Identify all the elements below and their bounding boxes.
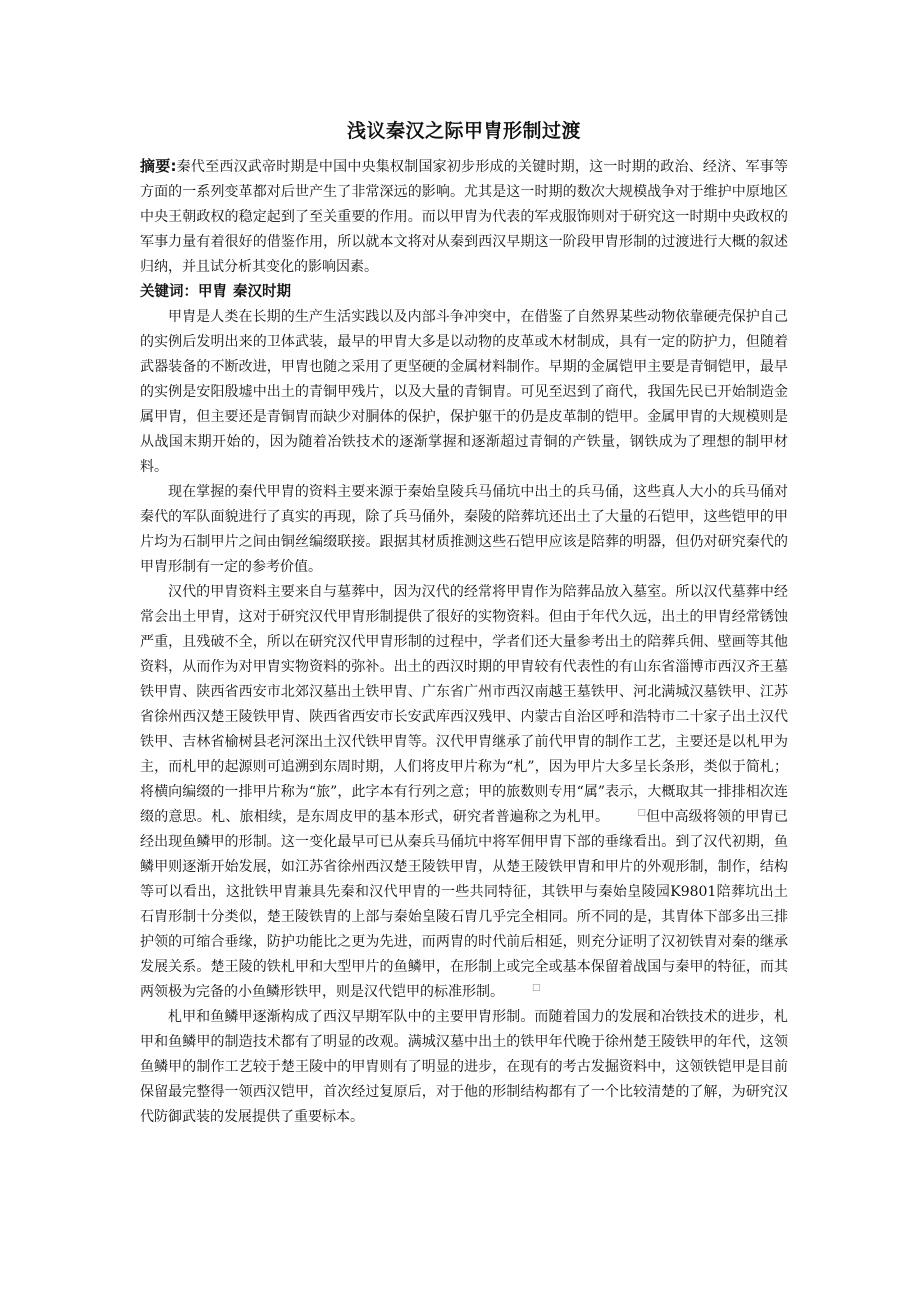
keywords bbox=[140, 280, 788, 305]
body-paragraph-3-text: 汉代的甲胄资料主要来自与墓葬中，因为汉代的经常将甲胄作为陪葬品放入墓室。所以汉代墓葬中经常会出土甲胄，这对于研究汉代甲胄形制提供了很好的实物资料。但由于年代久远，出土的甲胄经常锈蚀严重，且残破不全，所以在研究汉代甲胄形制的过程中，学者们还大量参考出土的陪葬兵佣、壁画等其他资料，从而作为对甲胄实物资料的弥补。出土的西汉时期的甲胄较有代表性的有山东省淄博市西汉齐王墓铁甲胄、陕西省西安市北郊汉墓出土铁甲胄、广东省广州市西汉南越王墓铁甲、河北满城汉墓铁甲、江苏省徐州西汉楚王陵铁甲胄、陕西省西安市长安武库西汉残甲、内蒙古自治区呼和浩特市二十家子出土汉代铁甲、吉林省榆树县老河深出土汉代铁甲胄等。汉代甲胄继承了前代甲胄的制作工艺，主要还是以札甲为主，而札甲的起源则可追溯到东周时期，人们将皮甲片称为“札”，因为甲片大多呈长条形，类似于简札；将横向编缀的一排甲片称为“旅”，此字本有行列之意；甲的旅数则专用“属”表示，大概取其一排排相次连缀的意思。札、旅相续，是东周皮甲的基本形式，研究者普遍称之为札甲。 bbox=[140, 584, 788, 825]
body-paragraph-4: 札甲和鱼鳞甲逐渐构成了西汉早期军队中的主要甲胄形制。而随着国力的发展和冶铁技术的进步，札甲和鱼鳞甲的制造技术都有了明显的改观。满城汉墓中出土的铁甲年代晚于徐州楚王陵铁甲的年代，这领鱼鳞甲的制作工艺较于楚王陵中的甲胄则有了明显的进步，在现有的考古发掘资料中，这领铁铠甲是目前保留最完整得一领西汉铠甲，首次经过复原后，对于他的形制结构都有了一个比较清楚的了解，为研究汉代防御武装的发展提供了重要标本。 bbox=[140, 1009, 788, 1125]
keyword-item: 秦汉时期 bbox=[233, 284, 291, 300]
body-paragraph-2: 现在掌握的秦代甲胄的资料主要来源于秦始皇陵兵马俑坑中出土的兵马俑，这些真人大小的兵马俑对秦代的军队面貌进行了真实的再现，除了兵马俑外，秦陵的陪葬坑还出土了大量的石铠甲，这些铠甲的甲片均为石制甲片之间由铜丝编缀联接。跟据其材质推测这些石铠甲应该是陪葬的明器，但仍对研究秦代的甲胄形制有一定的参考价值。 bbox=[140, 484, 788, 575]
page-title: 浅议秦汉之际甲胄形制过渡 bbox=[346, 120, 581, 142]
footnote-marker: □ bbox=[637, 808, 646, 819]
keyword-item: 甲胄 bbox=[198, 284, 227, 300]
body-paragraph-3 bbox=[140, 580, 788, 1005]
keywords-label: 关键词： bbox=[140, 284, 198, 300]
footnote-marker: □ bbox=[532, 983, 541, 994]
abstract bbox=[140, 154, 788, 280]
body-paragraph-3-tail: 但中高级将领的甲胄已经出现鱼鳞甲的形制。这一变化最早可已从秦兵马俑坑中将军佣甲胄下部的垂缘看出。到了汉代初期，鱼鳞甲则逐渐开始发展，如江苏省徐州西汉楚王陵铁甲胄，从楚王陵铁甲胄和甲片的外观形制，制作，结构等可以看出，这批铁甲胄兼具先秦和汉代甲胄的一些共同特征，其铁甲与秦始皇陵园K9801陪葬坑出土石胄形制十分类似，楚王陵铁胄的上部与秦始皇陵石胄几乎完全相同。所不同的是，其胄体下部多出三排护领的可缩合垂缘，防护功能比之更为先进，而两胄的时代前后相延，则充分证明了汉初铁胄对秦的继承发展关系。楚王陵的铁札甲和大型甲片的鱼鳞甲，在形制上或完全或基本保留着战国与秦甲的特征，而其两领极为完备的小鱼鳞形铁甲，则是汉代铠甲的标准形制。 bbox=[140, 809, 789, 1000]
body-paragraph-1: 甲胄是人类在长期的生产生活实践以及内部斗争冲突中，在借鉴了自然界某些动物依靠硬壳保护自己的实例后发明出来的卫体武装，最早的甲胄大多是以动物的皮革或木材制成，具有一定的防护力，但随着武器装备的不断改进，甲胄也随之采用了更坚硬的金属材料制作。早期的金属铠甲主要是青铜铠甲，最早的实例是安阳殷墟中出土的青铜甲残片，以及大量的青铜胄。可见至迟到了商代，我国先民已开始制造金属甲胄，但主要还是青铜胄而缺少对胴体的保护，保护躯干的仍是皮革制的铠甲。金属甲胄的大规模则是从战国末期开始的，因为随着冶铁技术的逐渐掌握和逐渐超过青铜的产铁量，钢铁成为了理想的制甲材料。 bbox=[140, 309, 788, 475]
abstract-label: 摘要: bbox=[140, 157, 177, 175]
abstract-text: 秦代至西汉武帝时期是中国中央集权制国家初步形成的关键时期，这一时期的政治、经济、军事等方面的一系列变革都对后世产生了非常深远的影响。尤其是这一时期的数次大规模战争对于维护中原地区中央王朝政权的稳定起到了至关重要的作用。而以甲胄为代表的军戎服饰则对于研究这一时期中央政权的军事力量有着很好的借鉴作用，所以就本文将对从秦到西汉早期这一阶段甲胄形制的过渡进行大概的叙述归纳，并且试分析其变化的影响因素。 bbox=[140, 159, 789, 275]
document-page bbox=[140, 116, 788, 1130]
